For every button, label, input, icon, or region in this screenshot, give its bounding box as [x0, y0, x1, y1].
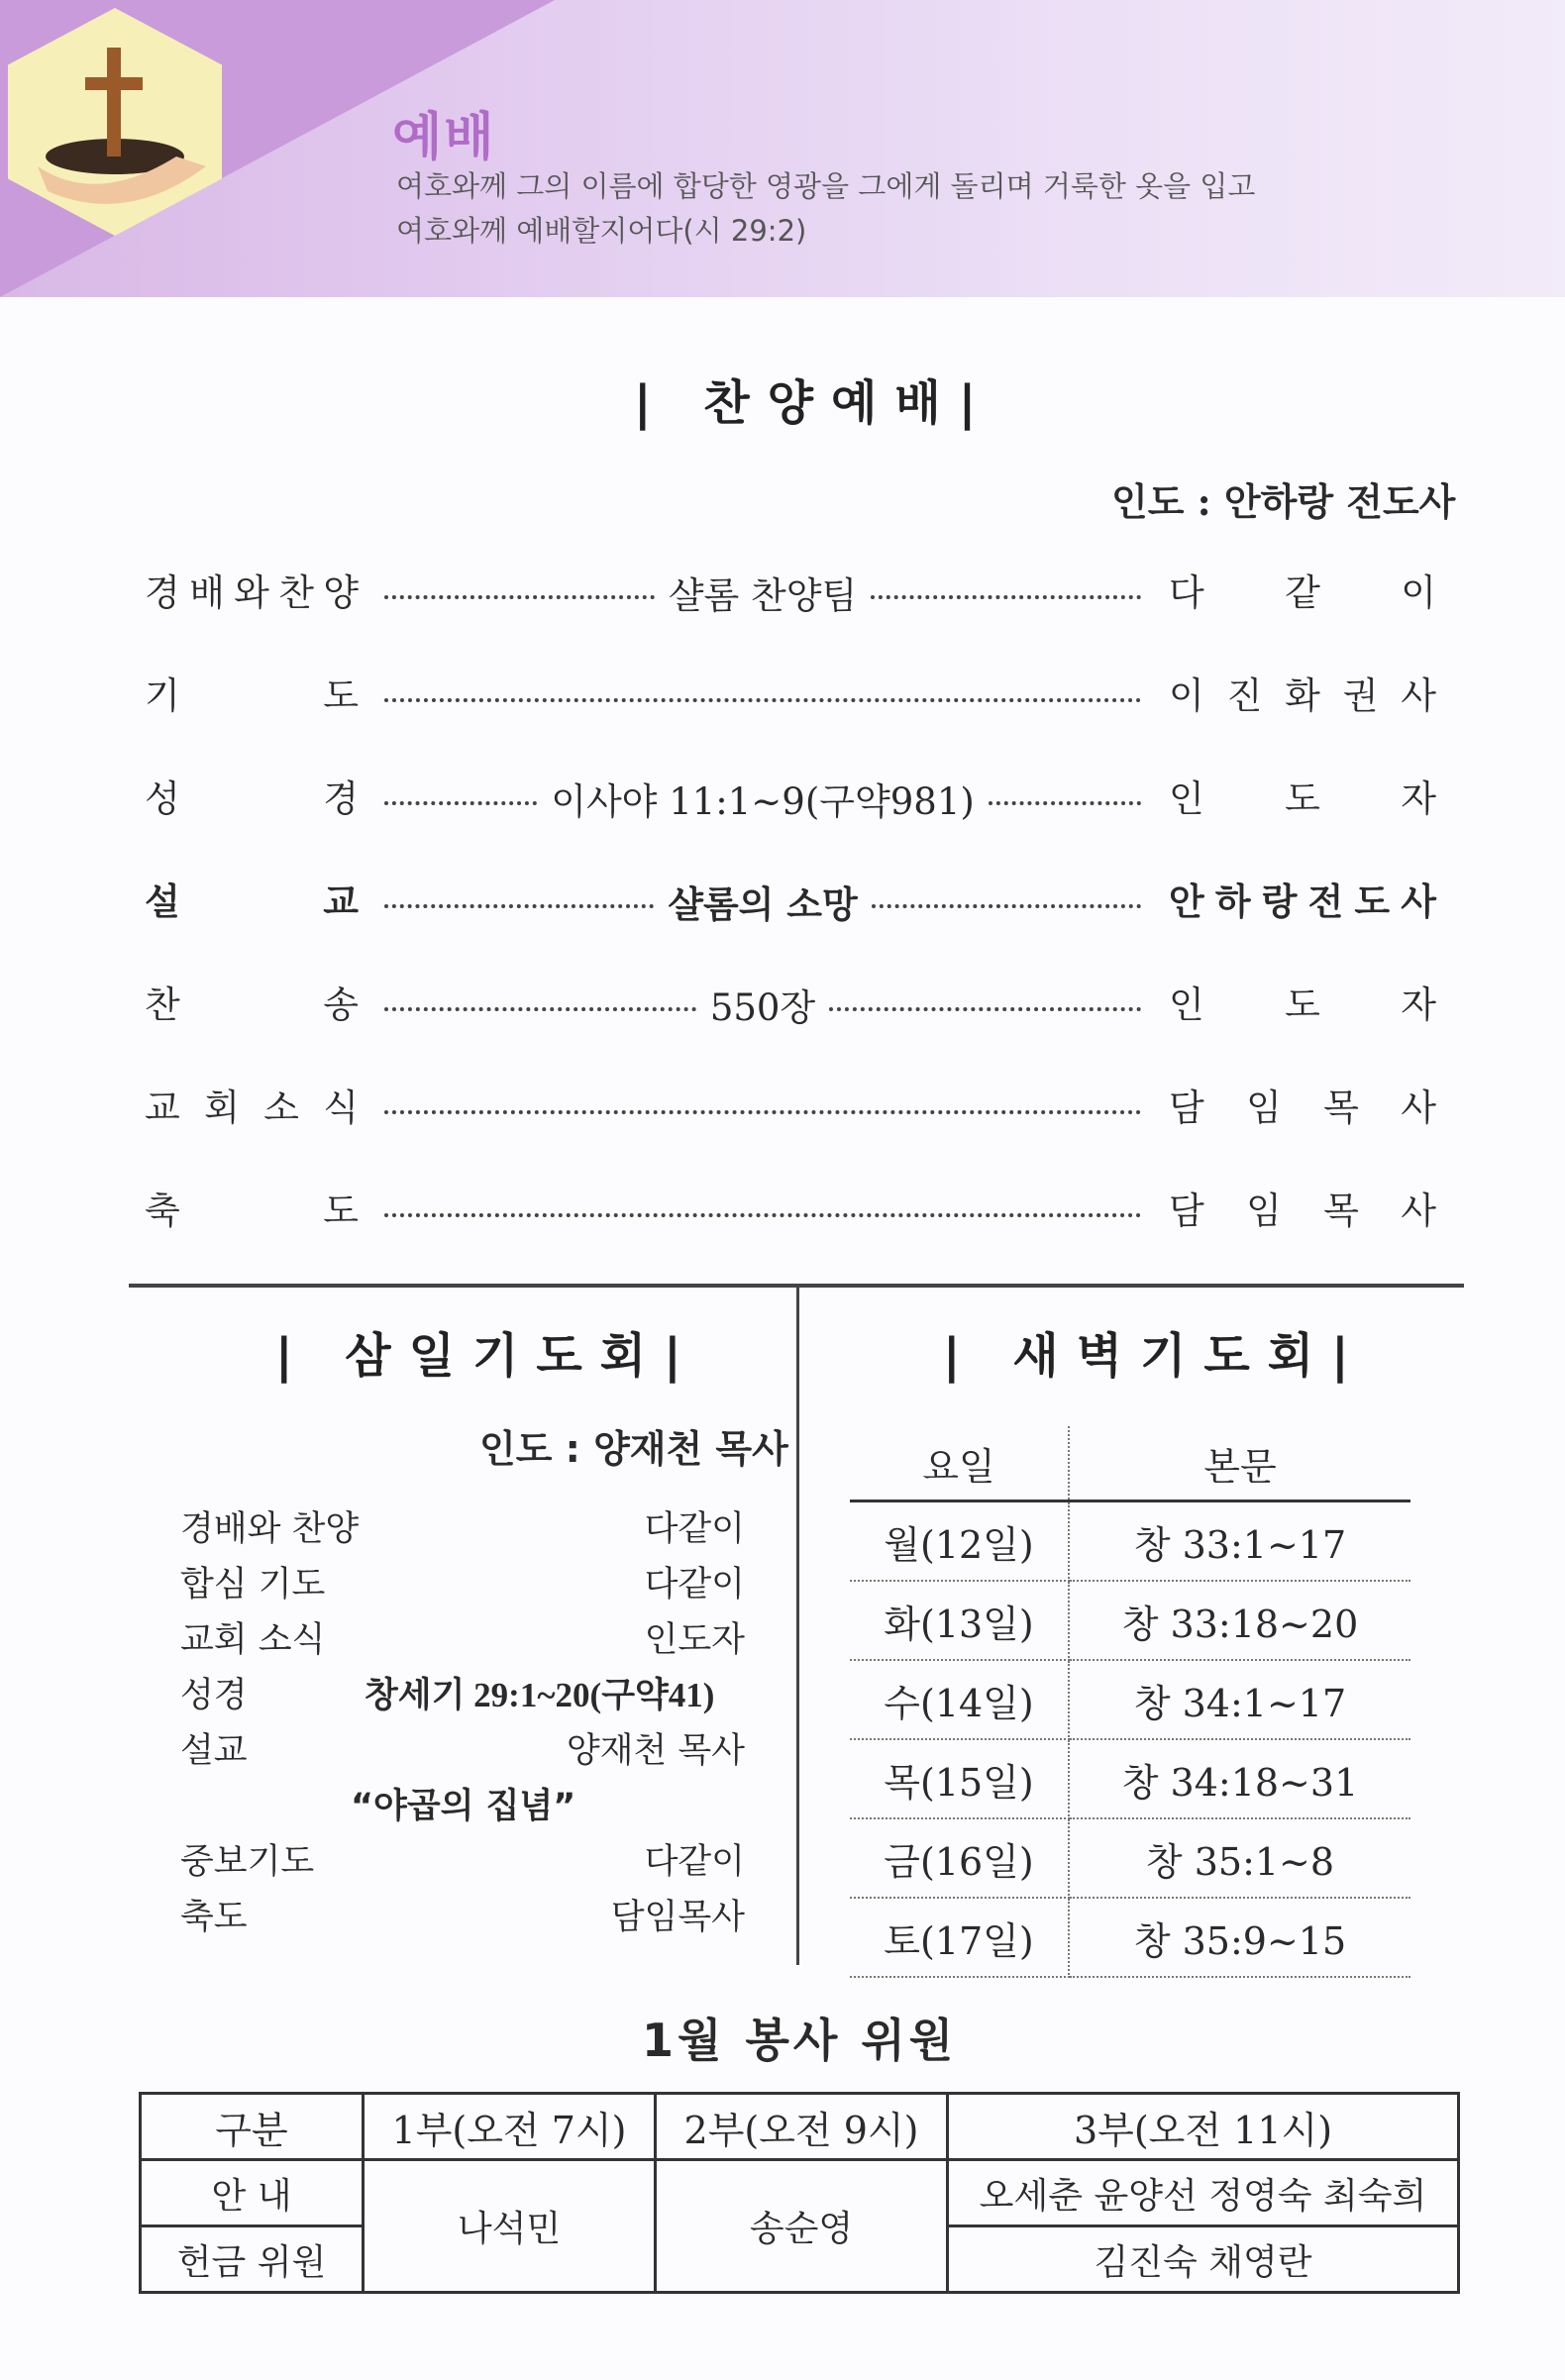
- dawn-row: [850, 1660, 1410, 1739]
- order-label: 찬 송: [145, 983, 359, 1026]
- wednesday-item-value: 창세기 29:1~20(구약41): [365, 1676, 715, 1714]
- dawn-day: 목(15일): [850, 1739, 1069, 1818]
- wednesday-item-value: 양재천 목사: [566, 1731, 745, 1771]
- wednesday-item-label: 중보기도: [180, 1842, 315, 1882]
- praise-service-heading: | 찬양예배|: [634, 375, 994, 431]
- order-person: 다 같 이: [1169, 571, 1436, 614]
- svc-first: 나석민: [364, 2160, 656, 2293]
- order-leader-dots: [384, 975, 1141, 1034]
- svc-third-offering: 김진숙 채영란: [948, 2226, 1459, 2293]
- wednesday-item-label: 설교: [180, 1731, 248, 1771]
- order-row: [0, 666, 1565, 725]
- wednesday-item-label: 경배와 찬양: [180, 1509, 360, 1549]
- wednesday-item-value: 다같이: [644, 1565, 745, 1604]
- wednesday-item-label: 합심 기도: [180, 1565, 326, 1604]
- dawn-row: [850, 1898, 1410, 1977]
- order-row: [0, 1078, 1565, 1137]
- wednesday-title: 삼일기도회: [345, 1328, 665, 1384]
- svc-header-third: 3부(오전 11시): [948, 2094, 1459, 2160]
- dawn-row: [850, 1739, 1410, 1818]
- wednesday-heading: | 삼일기도회|: [275, 1328, 699, 1384]
- dawn-title: 새벽기도회: [1012, 1328, 1332, 1384]
- dawn-passage: 창 34:18~31: [1069, 1739, 1410, 1818]
- order-row: [0, 975, 1565, 1034]
- dawn-passage: 창 34:1~17: [1069, 1660, 1410, 1739]
- header-title: 예배: [392, 108, 496, 167]
- order-label: 성 경: [145, 777, 359, 820]
- wednesday-item-label: 교회 소식: [180, 1620, 326, 1660]
- order-content: 샬롬의 소망: [668, 882, 858, 926]
- dawn-heading: | 새벽기도회|: [943, 1328, 1367, 1384]
- dawn-row: [850, 1581, 1410, 1660]
- dawn-passage: 창 35:1~8: [1069, 1818, 1410, 1898]
- order-leader-dots: [384, 1181, 1141, 1240]
- wednesday-item-value: “야곱의 집념”: [351, 1787, 576, 1826]
- order-content: 샬롬 찬양팀: [668, 574, 858, 617]
- order-person: 이 진 화 권 사: [1169, 674, 1436, 717]
- dawn-passage: 창 33:1~17: [1069, 1501, 1410, 1582]
- order-person: 담 임 목 사: [1169, 1190, 1436, 1232]
- order-label: 경 배 와 찬 양: [145, 571, 359, 614]
- order-row: [0, 1181, 1565, 1240]
- order-leader-dots: [384, 563, 1141, 622]
- header-verse: [396, 164, 1255, 254]
- order-row: [0, 769, 1565, 828]
- dawn-row: [850, 1818, 1410, 1898]
- order-row: [0, 872, 1565, 931]
- wednesday-item-label: 축도: [180, 1898, 248, 1937]
- order-label: 설 교: [145, 880, 359, 923]
- order-label: 축 도: [145, 1190, 359, 1232]
- dawn-passage: 창 35:9~15: [1069, 1898, 1410, 1977]
- wednesday-item-value: 다같이: [644, 1509, 745, 1549]
- service-table: [139, 2092, 1460, 2294]
- order-leader-dots: [384, 872, 1141, 931]
- dawn-header-day: 요일: [850, 1426, 1069, 1501]
- order-content: 이사야 11:1~9(구약981): [551, 780, 975, 823]
- order-person: 인 도 자: [1169, 777, 1436, 820]
- order-person: 인 도 자: [1169, 983, 1436, 1026]
- wednesday-item-value: 담임목사: [610, 1898, 745, 1937]
- verse-line-1: 여호와께 그의 이름에 합당한 영광을 그에게 돌리며 거룩한 옷을 입고: [396, 169, 1256, 203]
- order-leader-dots: [384, 666, 1141, 725]
- order-leader-dots: [384, 1078, 1141, 1137]
- svc-label-offering: 헌금 위원: [141, 2226, 364, 2293]
- svc-header-second: 2부(오전 9시): [656, 2094, 948, 2160]
- service-title: 1월 봉사 위원: [642, 2014, 958, 2067]
- wednesday-item-value: 다같이: [644, 1842, 745, 1882]
- svc-third-guide: 오세춘 윤양선 정영숙 최숙희: [948, 2160, 1459, 2226]
- svc-header-category: 구분: [141, 2094, 364, 2160]
- dawn-header-text: 본문: [1069, 1426, 1410, 1501]
- order-row: [0, 563, 1565, 622]
- praise-leader: 인도 : 안하랑 전도사: [1111, 479, 1456, 524]
- svc-second: 송순영: [656, 2160, 948, 2293]
- verse-line-2: 여호와께 예배할지어다(시 29:2): [396, 214, 807, 248]
- dawn-day: 토(17일): [850, 1898, 1069, 1977]
- order-person: 담 임 목 사: [1169, 1087, 1436, 1129]
- dawn-day: 월(12일): [850, 1501, 1069, 1582]
- dawn-day: 화(13일): [850, 1581, 1069, 1660]
- order-content: 550장: [709, 986, 816, 1029]
- order-label: 기 도: [145, 674, 359, 717]
- dawn-row: [850, 1501, 1410, 1582]
- dawn-day: 수(14일): [850, 1660, 1069, 1739]
- svc-header-first: 1부(오전 7시): [364, 2094, 656, 2160]
- wednesday-item-value: 인도자: [644, 1620, 745, 1660]
- dawn-day: 금(16일): [850, 1818, 1069, 1898]
- svc-label-guide: 안 내: [141, 2160, 364, 2226]
- dawn-table: [850, 1426, 1410, 1978]
- order-label: 교 회 소 식: [145, 1087, 359, 1129]
- dawn-passage: 창 33:18~20: [1069, 1581, 1410, 1660]
- order-leader-dots: [384, 769, 1141, 828]
- order-person: 안 하 랑 전 도 사: [1169, 880, 1436, 923]
- wednesday-item-label: 성경: [180, 1676, 248, 1715]
- wednesday-leader: 인도 : 양재천 목사: [479, 1427, 788, 1471]
- column-divider: [796, 1288, 799, 1965]
- praise-service-title: 찬양예배: [703, 375, 959, 431]
